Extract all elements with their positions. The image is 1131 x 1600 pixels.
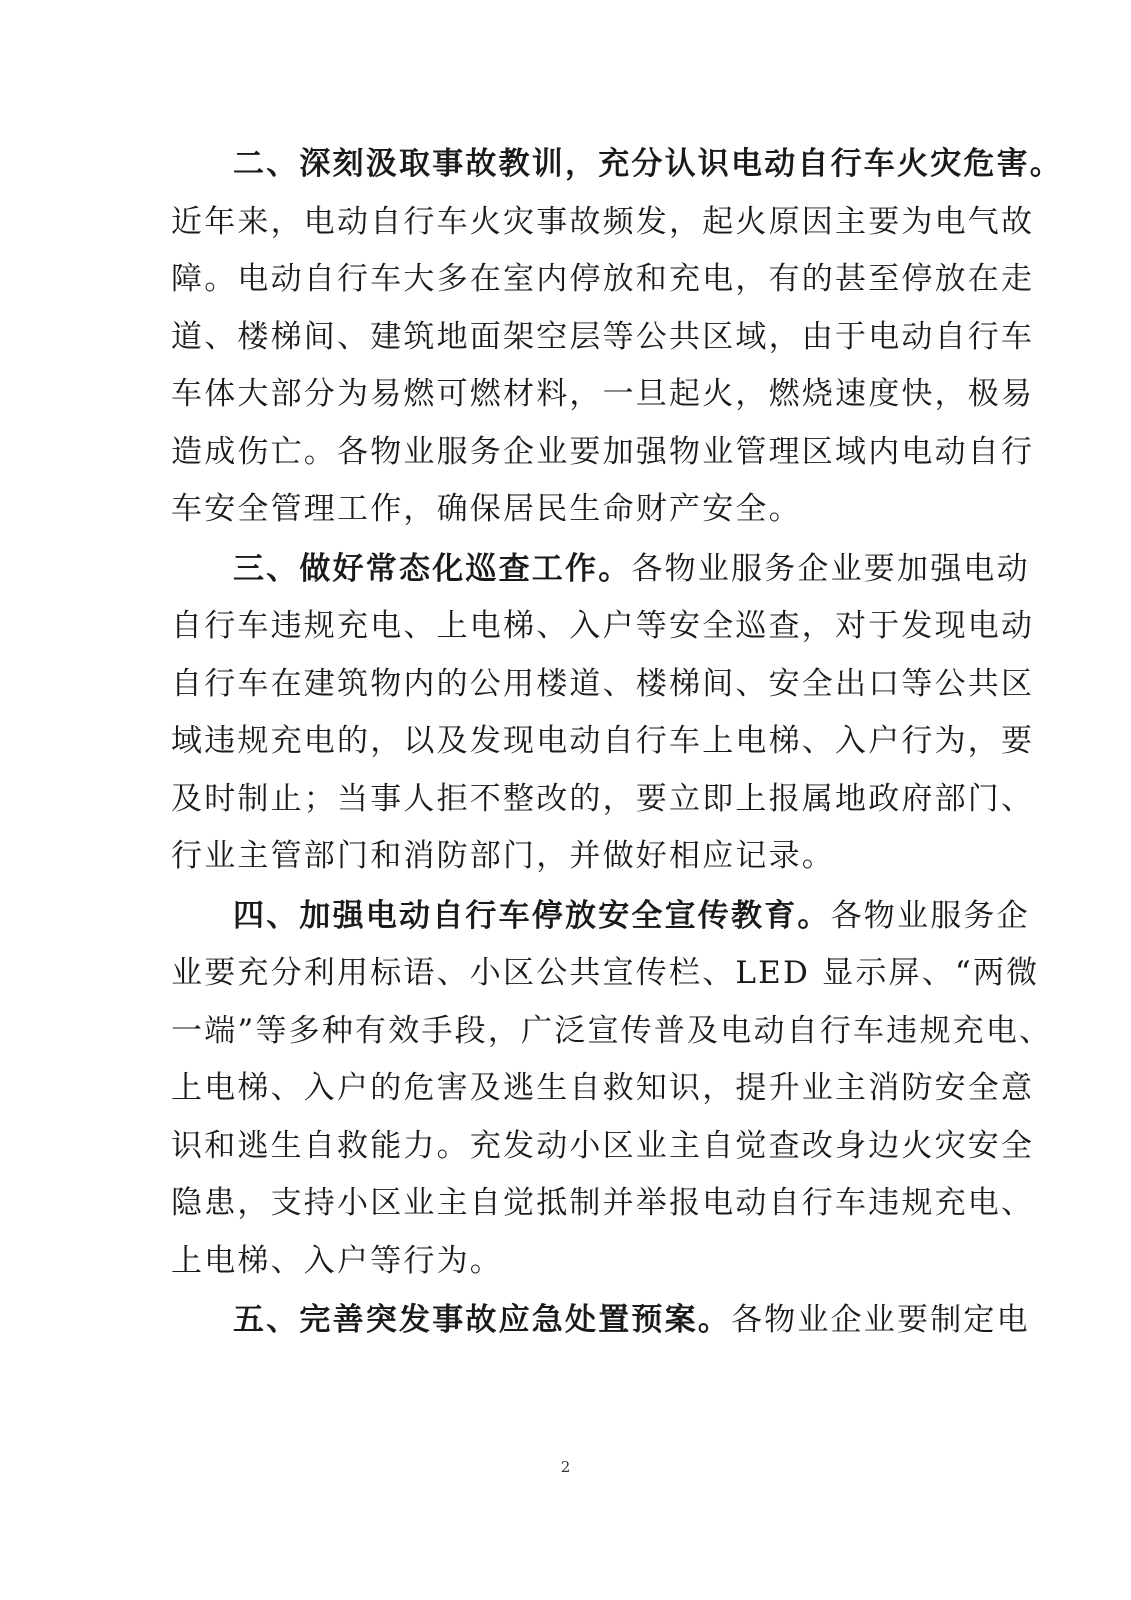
- text-line: 造成伤亡。各物业服务企业要加强物业管理区域内电动自行: [171, 433, 1035, 470]
- text-line: 道、楼梯间、建筑地面架空层等公共区域，由于电动自行车: [171, 318, 1035, 355]
- section-heading: 四、加强电动自行车停放安全宣传教育。: [233, 897, 831, 934]
- text-line: 车体大部分为易燃可燃材料，一旦起火，燃烧速度快，极易: [171, 376, 1035, 412]
- section-heading: 三、做好常态化巡查工作。: [233, 550, 632, 587]
- text-line: [171, 136, 1063, 194]
- text-line: 车安全管理工作，确保居民生命财产安全。: [171, 491, 802, 527]
- text-line: 障。电动自行车大多在室内停放和充电，有的甚至停放在走: [171, 261, 1035, 297]
- section-heading: 五、完善突发事故应急处置预案。: [233, 1302, 731, 1338]
- text-line: 三、做好常态化巡查工作。各物业服务企业要加强电动: [233, 550, 1030, 587]
- text-line: 隐患，支持小区业主自觉抵制并举报电动自行车违规充电、: [171, 1185, 1035, 1221]
- text-line: 域违规充电的，以及发现电动自行车上电梯、入户行为，要: [171, 723, 1035, 759]
- text-line: 识和逃生自救能力。充发动小区业主自觉查改身边火灾安全: [171, 1127, 1035, 1164]
- text-line: 上电梯、入户的危害及逃生自救知识，提升业主消防安全意: [171, 1070, 1035, 1106]
- text-line: 四、加强电动自行车停放安全宣传教育。各物业服务企: [233, 897, 1030, 934]
- paragraph-4: [171, 888, 1053, 1291]
- text-line: 五、完善突发事故应急处置预案。各物业企业要制定电: [233, 1302, 1030, 1338]
- text-line: 一端”等多种有效手段，广泛宣传普及电动自行车违规充电、: [171, 1012, 1053, 1049]
- text-line: 近年来，电动自行车火灾事故频发，起火原因主要为电气故: [171, 203, 1035, 240]
- document-body: [171, 136, 1063, 1352]
- text-line: 自行车违规充电、上电梯、入户等安全巡查，对于发现电动: [171, 608, 1035, 644]
- text-line: 业要充分利用标语、小区公共宣传栏、LED 显示屏、“两微: [171, 955, 1040, 991]
- paragraph-3: [171, 541, 1035, 886]
- text-line: 自行车在建筑物内的公用楼道、楼梯间、安全出口等公共区: [171, 665, 1035, 702]
- text-line: 及时制止；当事人拒不整改的，要立即上报属地政府部门、: [171, 780, 1035, 817]
- paragraph-2: [171, 136, 1063, 539]
- page-number: 2: [560, 1458, 571, 1476]
- paragraph-5: [171, 1292, 1030, 1350]
- text-line: 行业主管部门和消防部门，并做好相应记录。: [171, 838, 835, 874]
- text-line: 上电梯、入户等行为。: [171, 1242, 503, 1279]
- section-heading: 二、深刻汲取事故教训，充分认识电动自行车火灾危害。: [233, 146, 1063, 182]
